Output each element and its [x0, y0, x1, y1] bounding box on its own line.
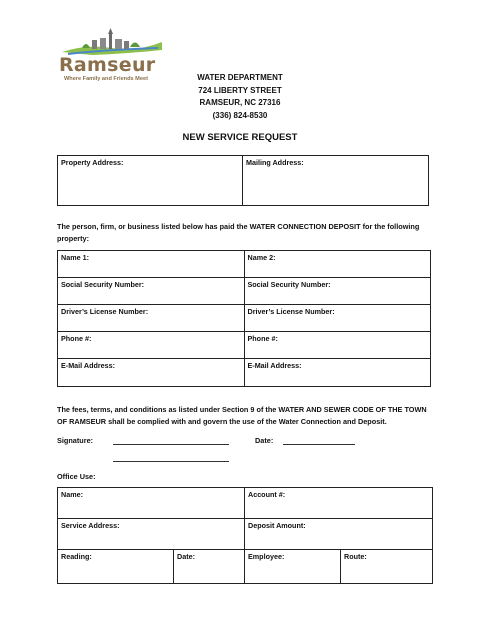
- reading-field[interactable]: Reading:: [58, 550, 174, 584]
- email-2-field[interactable]: E-Mail Address:: [244, 359, 431, 387]
- service-address-field[interactable]: Service Address:: [58, 519, 245, 550]
- mailing-address-field[interactable]: Mailing Address:: [243, 156, 429, 206]
- deposit-statement: The person, firm, or business listed below has paid the WATER CONNECTION DEPOSIT for the following property:: [57, 222, 420, 243]
- department-address: [150, 72, 330, 122]
- second-signature-line[interactable]: [113, 453, 229, 462]
- department-street: 724 LIBERTY STREET: [198, 85, 282, 95]
- office-use-label: Office Use:: [57, 472, 96, 481]
- signature-label: Signature:: [57, 436, 94, 445]
- office-use-table: [57, 487, 433, 584]
- department-phone: (336) 824-8530: [212, 110, 268, 120]
- form-title: NEW SERVICE REQUEST: [182, 132, 298, 143]
- route-field[interactable]: Route:: [341, 550, 433, 584]
- phone-1-field[interactable]: Phone #:: [58, 332, 245, 359]
- date-label: Date:: [255, 436, 274, 445]
- ssn-2-field[interactable]: Social Security Number:: [244, 278, 431, 305]
- applicant-table: [57, 250, 431, 387]
- date-line[interactable]: [283, 436, 355, 445]
- name-1-field[interactable]: Name 1:: [58, 251, 245, 278]
- license-2-field[interactable]: Driver’s License Number:: [244, 305, 431, 332]
- logo-tagline: Where Family and Friends Meet: [64, 76, 148, 82]
- office-name-field[interactable]: Name:: [58, 488, 245, 519]
- phone-2-field[interactable]: Phone #:: [244, 332, 431, 359]
- employee-field[interactable]: Employee:: [245, 550, 341, 584]
- office-date-field[interactable]: Date:: [174, 550, 245, 584]
- department-name: WATER DEPARTMENT: [197, 73, 283, 82]
- deposit-amount-field[interactable]: Deposit Amount:: [245, 519, 433, 550]
- property-address-field[interactable]: Property Address:: [58, 156, 243, 206]
- name-2-field[interactable]: Name 2:: [244, 251, 431, 278]
- property-table: [57, 155, 429, 206]
- ssn-1-field[interactable]: Social Security Number:: [58, 278, 245, 305]
- terms-statement: The fees, terms, and conditions as listed under Section 9 of the WATER AND SEWER CODE OF THE TOWN OF RAMSEUR shall be complied with and govern the use of the Water Connection and Deposit.: [57, 405, 427, 426]
- logo-wordmark: Ramseur: [59, 54, 156, 76]
- email-1-field[interactable]: E-Mail Address:: [58, 359, 245, 387]
- signature-line[interactable]: [113, 436, 229, 445]
- department-city: RAMSEUR, NC 27316: [199, 98, 281, 107]
- account-number-field[interactable]: Account #:: [245, 488, 433, 519]
- license-1-field[interactable]: Driver’s License Number:: [58, 305, 245, 332]
